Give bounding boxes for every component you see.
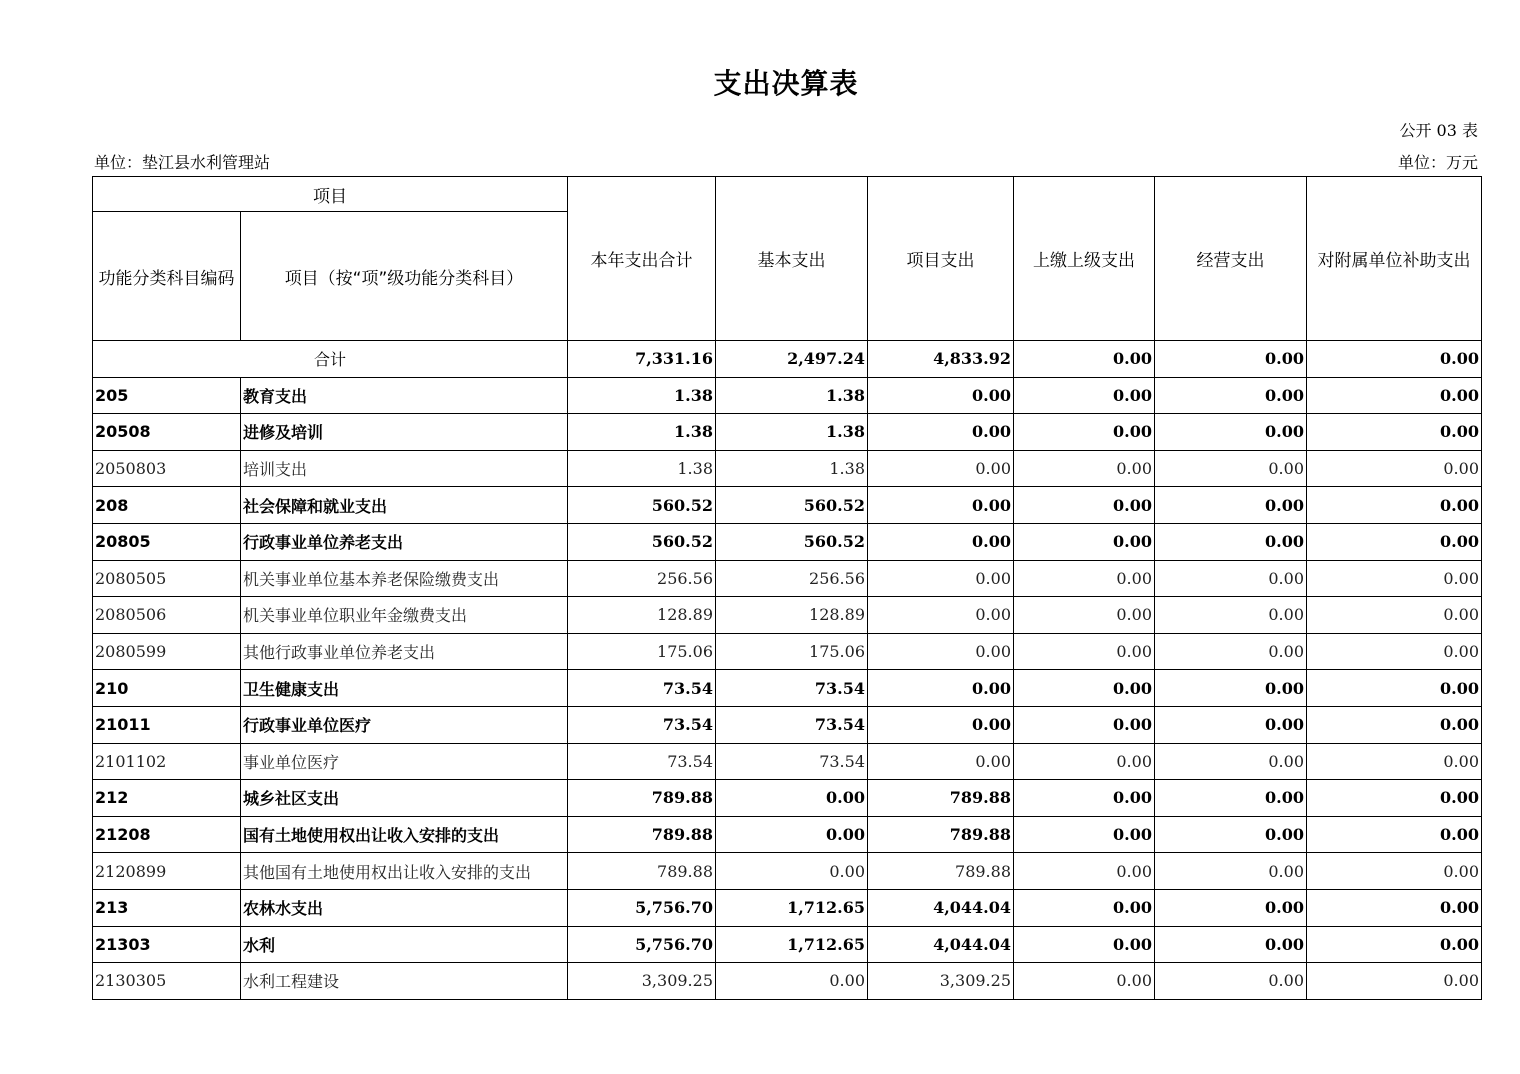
row-code: 20508: [93, 414, 241, 451]
row-value: 256.56: [568, 560, 716, 597]
row-code: 2050803: [93, 450, 241, 487]
row-name: 教育支出: [241, 377, 568, 414]
row-value: 0.00: [1307, 487, 1482, 524]
row-value: 0.00: [1155, 633, 1307, 670]
row-code: 210: [93, 670, 241, 707]
header-upper: 上缴上级支出: [1014, 177, 1155, 341]
row-value: 0.00: [868, 670, 1014, 707]
page-title: 支出决算表: [713, 67, 859, 100]
row-value: 0.00: [1307, 780, 1482, 817]
row-value: 1.38: [716, 414, 868, 451]
table-row: [93, 560, 1482, 597]
table-row: [93, 670, 1482, 707]
row-name: 其他行政事业单位养老支出: [241, 633, 568, 670]
row-value: 4,044.04: [868, 926, 1014, 963]
row-value: 0.00: [1014, 853, 1155, 890]
unit-name: 单位：垫江县水利管理站: [94, 153, 271, 172]
table-row: [93, 633, 1482, 670]
row-value: 0.00: [1155, 743, 1307, 780]
row-value: 0.00: [868, 597, 1014, 634]
table-row: [93, 377, 1482, 414]
table-row: [93, 780, 1482, 817]
total-value: 0.00: [1307, 341, 1482, 378]
table-row: [93, 963, 1482, 1000]
table-row: [93, 926, 1482, 963]
row-value: 1.38: [568, 377, 716, 414]
row-value: 0.00: [1155, 414, 1307, 451]
row-value: 0.00: [868, 487, 1014, 524]
table-row: [93, 816, 1482, 853]
row-name: 城乡社区支出: [241, 780, 568, 817]
row-value: 0.00: [1014, 560, 1155, 597]
header-total: 本年支出合计: [568, 177, 716, 341]
row-name: 水利工程建设: [241, 963, 568, 1000]
row-value: 0.00: [1307, 450, 1482, 487]
total-label: 合计: [93, 341, 568, 378]
row-value: 0.00: [1307, 523, 1482, 560]
row-name: 社会保障和就业支出: [241, 487, 568, 524]
row-value: 789.88: [868, 853, 1014, 890]
row-value: 0.00: [1014, 670, 1155, 707]
row-value: 0.00: [1155, 963, 1307, 1000]
row-value: 560.52: [568, 523, 716, 560]
row-value: 0.00: [1014, 487, 1155, 524]
row-value: 0.00: [1307, 926, 1482, 963]
row-code: 212: [93, 780, 241, 817]
row-name: 行政事业单位养老支出: [241, 523, 568, 560]
row-value: 789.88: [868, 816, 1014, 853]
row-code: 21011: [93, 706, 241, 743]
row-value: 0.00: [1155, 597, 1307, 634]
row-value: 0.00: [1307, 414, 1482, 451]
row-value: 0.00: [1014, 926, 1155, 963]
row-value: 0.00: [716, 963, 868, 1000]
row-name: 进修及培训: [241, 414, 568, 451]
row-value: 0.00: [1014, 377, 1155, 414]
header-basic: 基本支出: [716, 177, 868, 341]
row-value: 0.00: [1307, 706, 1482, 743]
table-row: [93, 450, 1482, 487]
table-row: [93, 523, 1482, 560]
row-value: 0.00: [868, 743, 1014, 780]
row-name: 培训支出: [241, 450, 568, 487]
row-code: 2120899: [93, 853, 241, 890]
header-code: 功能分类科目编码: [93, 212, 241, 341]
row-name: 机关事业单位基本养老保险缴费支出: [241, 560, 568, 597]
header-subsidy: 对附属单位补助支出: [1307, 177, 1482, 341]
row-value: 0.00: [1014, 780, 1155, 817]
row-name: 卫生健康支出: [241, 670, 568, 707]
row-value: 4,044.04: [868, 889, 1014, 926]
row-value: 0.00: [1307, 816, 1482, 853]
row-value: 3,309.25: [568, 963, 716, 1000]
row-value: 789.88: [568, 780, 716, 817]
row-value: 73.54: [716, 670, 868, 707]
row-name: 农林水支出: [241, 889, 568, 926]
header-item: 项目: [93, 177, 568, 212]
row-value: 0.00: [1155, 523, 1307, 560]
expenditure-table: [92, 176, 1482, 1000]
row-code: 20805: [93, 523, 241, 560]
row-value: 0.00: [716, 780, 868, 817]
row-value: 0.00: [868, 523, 1014, 560]
table-row: [93, 853, 1482, 890]
row-value: 0.00: [1014, 450, 1155, 487]
total-row: [93, 341, 1482, 378]
row-value: 0.00: [716, 816, 868, 853]
row-value: 789.88: [568, 816, 716, 853]
row-value: 0.00: [1155, 706, 1307, 743]
row-value: 175.06: [568, 633, 716, 670]
row-value: 0.00: [1014, 743, 1155, 780]
row-code: 213: [93, 889, 241, 926]
header-operating: 经营支出: [1155, 177, 1307, 341]
table-row: [93, 706, 1482, 743]
row-value: 0.00: [868, 450, 1014, 487]
table-row: [93, 414, 1482, 451]
row-name: 水利: [241, 926, 568, 963]
row-value: 0.00: [868, 706, 1014, 743]
row-value: 0.00: [1155, 889, 1307, 926]
row-value: 1,712.65: [716, 926, 868, 963]
row-value: 560.52: [568, 487, 716, 524]
row-code: 21208: [93, 816, 241, 853]
row-value: 0.00: [1014, 963, 1155, 1000]
row-code: 2080506: [93, 597, 241, 634]
header-name: 项目（按“项”级功能分类科目）: [241, 212, 568, 341]
row-value: 0.00: [1155, 670, 1307, 707]
row-code: 2101102: [93, 743, 241, 780]
row-value: 5,756.70: [568, 926, 716, 963]
row-value: 1.38: [568, 414, 716, 451]
row-value: 0.00: [1014, 597, 1155, 634]
row-name: 行政事业单位医疗: [241, 706, 568, 743]
row-value: 73.54: [568, 706, 716, 743]
table-row: [93, 889, 1482, 926]
row-code: 2080599: [93, 633, 241, 670]
row-value: 128.89: [568, 597, 716, 634]
total-value: 7,331.16: [568, 341, 716, 378]
total-value: 2,497.24: [716, 341, 868, 378]
row-value: 1.38: [716, 450, 868, 487]
form-number: 公开 03 表: [1399, 121, 1478, 140]
header-project: 项目支出: [868, 177, 1014, 341]
row-value: 560.52: [716, 487, 868, 524]
row-value: 0.00: [1014, 889, 1155, 926]
row-code: 208: [93, 487, 241, 524]
row-name: 其他国有土地使用权出让收入安排的支出: [241, 853, 568, 890]
row-name: 机关事业单位职业年金缴费支出: [241, 597, 568, 634]
row-value: 73.54: [716, 706, 868, 743]
total-value: 0.00: [1155, 341, 1307, 378]
total-value: 0.00: [1014, 341, 1155, 378]
row-value: 128.89: [716, 597, 868, 634]
row-value: 0.00: [1307, 963, 1482, 1000]
row-value: 0.00: [1307, 377, 1482, 414]
row-value: 0.00: [868, 377, 1014, 414]
row-name: 事业单位医疗: [241, 743, 568, 780]
row-value: 175.06: [716, 633, 868, 670]
row-value: 0.00: [868, 633, 1014, 670]
row-value: 3,309.25: [868, 963, 1014, 1000]
row-value: 0.00: [1155, 560, 1307, 597]
unit-currency: 单位：万元: [1397, 153, 1478, 172]
row-value: 0.00: [868, 414, 1014, 451]
row-value: 0.00: [1014, 523, 1155, 560]
row-value: 560.52: [716, 523, 868, 560]
row-value: 789.88: [868, 780, 1014, 817]
row-value: 73.54: [568, 743, 716, 780]
row-value: 0.00: [1307, 853, 1482, 890]
row-value: 0.00: [868, 560, 1014, 597]
total-value: 4,833.92: [868, 341, 1014, 378]
row-value: 0.00: [1014, 706, 1155, 743]
row-value: 256.56: [716, 560, 868, 597]
row-code: 2080505: [93, 560, 241, 597]
row-value: 0.00: [1307, 560, 1482, 597]
row-value: 0.00: [1155, 377, 1307, 414]
row-value: 1,712.65: [716, 889, 868, 926]
table-row: [93, 487, 1482, 524]
row-value: 0.00: [1155, 450, 1307, 487]
row-value: 0.00: [1307, 670, 1482, 707]
row-value: 0.00: [1014, 414, 1155, 451]
row-value: 73.54: [568, 670, 716, 707]
row-value: 0.00: [1155, 487, 1307, 524]
row-value: 0.00: [1014, 816, 1155, 853]
row-value: 0.00: [1155, 926, 1307, 963]
row-code: 21303: [93, 926, 241, 963]
row-value: 0.00: [1155, 853, 1307, 890]
row-name: 国有土地使用权出让收入安排的支出: [241, 816, 568, 853]
row-value: 5,756.70: [568, 889, 716, 926]
row-code: 2130305: [93, 963, 241, 1000]
table-row: [93, 743, 1482, 780]
row-value: 0.00: [716, 853, 868, 890]
row-value: 0.00: [1307, 889, 1482, 926]
row-value: 73.54: [716, 743, 868, 780]
row-value: 0.00: [1307, 597, 1482, 634]
row-value: 0.00: [1307, 633, 1482, 670]
row-value: 0.00: [1307, 743, 1482, 780]
row-value: 1.38: [716, 377, 868, 414]
row-value: 0.00: [1155, 780, 1307, 817]
row-value: 0.00: [1155, 816, 1307, 853]
table-row: [93, 597, 1482, 634]
row-value: 1.38: [568, 450, 716, 487]
row-value: 789.88: [568, 853, 716, 890]
row-code: 205: [93, 377, 241, 414]
row-value: 0.00: [1014, 633, 1155, 670]
